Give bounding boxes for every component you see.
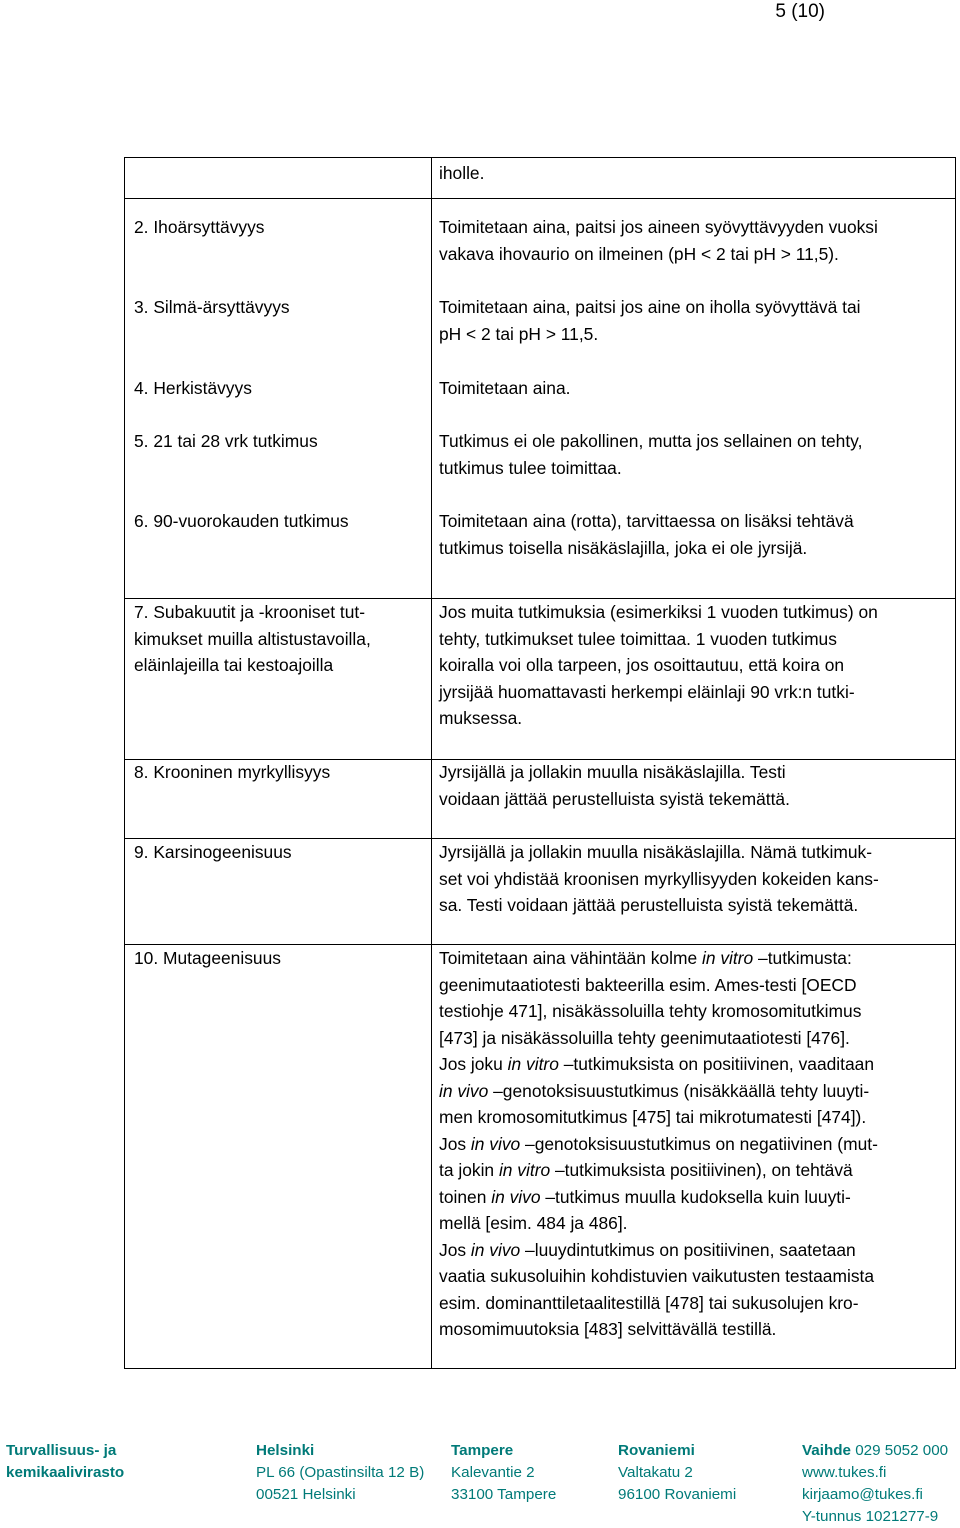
row-text-line: tutkimus tulee toimittaa. (439, 457, 622, 478)
footer-postcode: 96100 Rovaniemi (618, 1486, 737, 1503)
italic-run: in vitro (507, 1054, 559, 1074)
row-label: 3. Silmä-ärsyttävyys (134, 297, 290, 317)
row-text (439, 599, 878, 732)
footer-org-name: kemikaalivirasto (6, 1464, 125, 1481)
row-text (439, 428, 862, 481)
row-text-line (439, 945, 878, 972)
italic-run: in vitro (498, 1160, 551, 1180)
italic-run: in vitro (701, 948, 754, 968)
row-text-line: voidaan jättää perustelluista syistä tekemättä. (439, 788, 790, 809)
footer-address: Valtakatu 2 (618, 1464, 693, 1481)
italic-run: in vivo (470, 1239, 521, 1260)
footer-postcode: 00521 Helsinki (256, 1486, 356, 1503)
row-label: 4. Herkistävyys (134, 378, 252, 398)
text-run: –tutkimuksista positiivinen), on tehtävä (550, 1160, 853, 1180)
row-text-line: esim. dominanttiletaalitestillä [478] tai sukusolujen kro- (439, 1292, 859, 1313)
row-text-line: vaatia sukusoluihin kohdistuvien vaikutusten testaamista (439, 1266, 875, 1286)
row-text-line (439, 1131, 878, 1158)
row-label-line: 7. Subakuutit ja -krooniset tut- (134, 602, 366, 622)
row-text-line: tehty, tutkimukset tulee toimittaa. 1 vuoden tutkimus (439, 628, 837, 649)
text-run: Toimitetaan aina vähintään kolme (439, 948, 702, 968)
text-run: toinen (439, 1186, 492, 1207)
text-run: Jos joku (439, 1054, 508, 1074)
footer-email-link[interactable]: kirjaamo@tukes.fi (802, 1486, 923, 1503)
row-text-line (439, 1051, 878, 1078)
row-text-line: Jyrsijällä ja jollakin muulla nisäkäslajilla. Nämä tutkimuk- (439, 842, 872, 862)
row-label: 9. Karsinogeenisuus (134, 842, 292, 862)
row-text-line: jyrsijää huomattavasti herkempi eläinlaji 90 vrk:n tutki- (439, 681, 855, 702)
row-text-line: Jos muita tutkimuksia (esimerkiksi 1 vuoden tutkimus) on (439, 602, 878, 622)
row-text (439, 214, 878, 267)
row-text-line: pH < 2 tai pH > 11,5. (439, 323, 599, 344)
footer-helsinki (256, 1440, 424, 1506)
page-number: 5 (10) (775, 1, 825, 22)
footer-org (6, 1440, 124, 1484)
row-text-line: testiohje 471], nisäkässoluilla tehty kromosomitutkimus (439, 1001, 862, 1021)
footer-city: Tampere (451, 1442, 514, 1459)
row-text-line: Tutkimus ei ole pakollinen, mutta jos sellainen on tehty, (439, 431, 863, 451)
row-text (439, 294, 860, 347)
footer-address: Kalevantie 2 (451, 1464, 535, 1481)
footer-org-name: Turvallisuus- ja (6, 1442, 117, 1459)
footer-city: Helsinki (256, 1442, 315, 1459)
row-text-line: geenimutaatiotesti bakteerilla esim. Ames-testi [OECD (439, 974, 857, 995)
row-text-line (439, 1184, 878, 1211)
row-text-line (439, 1237, 878, 1264)
row-text-line: muksessa. (439, 708, 523, 728)
text-run: –tutkimus muulla kudoksella kuin luuyti- (540, 1186, 851, 1207)
row-text-line (439, 1157, 878, 1184)
row-label: 8. Krooninen myrkyllisyys (134, 762, 331, 782)
text-run: –genotoksisuustutkimus on negatiivinen (mut- (520, 1133, 878, 1154)
row-label: 2. Ihoärsyttävyys (134, 217, 265, 237)
row-text-line: koiralla voi olla tarpeen, jos osoittautuu, että koira on (439, 655, 845, 675)
row-text-line: Toimitetaan aina (rotta), tarvittaessa on lisäksi tehtävä (439, 511, 854, 531)
text-run: Jos (439, 1239, 471, 1260)
document-table (124, 157, 956, 1369)
row-text-line: [473] ja nisäkässoluilla tehty geenimutaatiotesti [476]. (439, 1027, 850, 1048)
footer-postcode: 33100 Tampere (451, 1486, 557, 1503)
footer-rovaniemi (618, 1440, 736, 1506)
page-footer (0, 1440, 960, 1526)
row-text-line: men kromosomitutkimus [475] tai mikrotumatesti [474]). (439, 1107, 867, 1127)
row-text-line: Toimitetaan aina. (439, 378, 571, 398)
text-run: –genotoksisuustutkimus (nisäkkäällä tehty luuyti- (488, 1080, 870, 1101)
footer-phone (802, 1440, 948, 1462)
row-label: 10. Mutageenisuus (134, 948, 281, 968)
footer-address: PL 66 (Opastinsilta 12 B) (256, 1464, 425, 1481)
table-column-divider (431, 158, 432, 1368)
row-text (439, 508, 854, 561)
row-text-line: mosomimuutoksia [483] selvittävällä testillä. (439, 1319, 777, 1339)
text-run: –luuydintutkimus on positiivinen, saatetaan (520, 1239, 856, 1260)
row-text-line: vakava ihovaurio on ilmeinen (pH < 2 tai pH > 11,5). (439, 243, 839, 264)
row-text (439, 759, 790, 812)
footer-city: Rovaniemi (618, 1442, 695, 1459)
text-run: –tutkimuksista on positiivinen, vaaditaan (558, 1054, 875, 1074)
italic-run: in vivo (439, 1080, 489, 1101)
row-text-line: sa. Testi voidaan jättää perustelluista syistä tekemättä. (439, 895, 859, 915)
row-label-line: eläinlajeilla tai kestoajoilla (134, 655, 334, 675)
footer-website-link[interactable]: www.tukes.fi (802, 1464, 887, 1481)
footer-tampere (451, 1440, 556, 1506)
row-text (439, 945, 878, 1343)
footer-phone-number: 029 5052 000 (855, 1442, 949, 1459)
row-label: 6. 90-vuorokauden tutkimus (134, 511, 349, 531)
footer-phone-label: Vaihde (802, 1442, 851, 1459)
row-text-line (439, 1078, 878, 1105)
footer-business-id: Y-tunnus 1021277-9 (802, 1508, 939, 1525)
top-cell-text: iholle. (439, 163, 485, 183)
footer-contact (802, 1440, 948, 1528)
row-label (134, 599, 371, 679)
italic-run: in vivo (470, 1133, 521, 1154)
row-label-line: kimukset muilla altistustavoilla, (134, 628, 371, 649)
text-run: –tutkimusta: (753, 948, 852, 968)
row-text-line: Jyrsijällä ja jollakin muulla nisäkäslajilla. Testi (439, 762, 786, 782)
text-run: Jos (439, 1133, 471, 1154)
row-text-line: set voi yhdistää kroonisen myrkyllisyyden kokeiden kans- (439, 868, 879, 889)
row-text-line: Toimitetaan aina, paitsi jos aine on iholla syövyttävä tai (439, 297, 861, 317)
row-text (439, 839, 879, 919)
italic-run: in vivo (491, 1186, 541, 1207)
row-text-line: tutkimus toisella nisäkäslajilla, joka ei ole jyrsijä. (439, 537, 808, 558)
text-run: ta jokin (439, 1160, 499, 1180)
row-text-line: mellä [esim. 484 ja 486]. (439, 1213, 628, 1233)
table-row-divider (125, 198, 955, 199)
row-text (439, 375, 570, 402)
row-label: 5. 21 tai 28 vrk tutkimus (134, 431, 318, 451)
row-text-line: Toimitetaan aina, paitsi jos aineen syövyttävyyden vuoksi (439, 217, 878, 237)
